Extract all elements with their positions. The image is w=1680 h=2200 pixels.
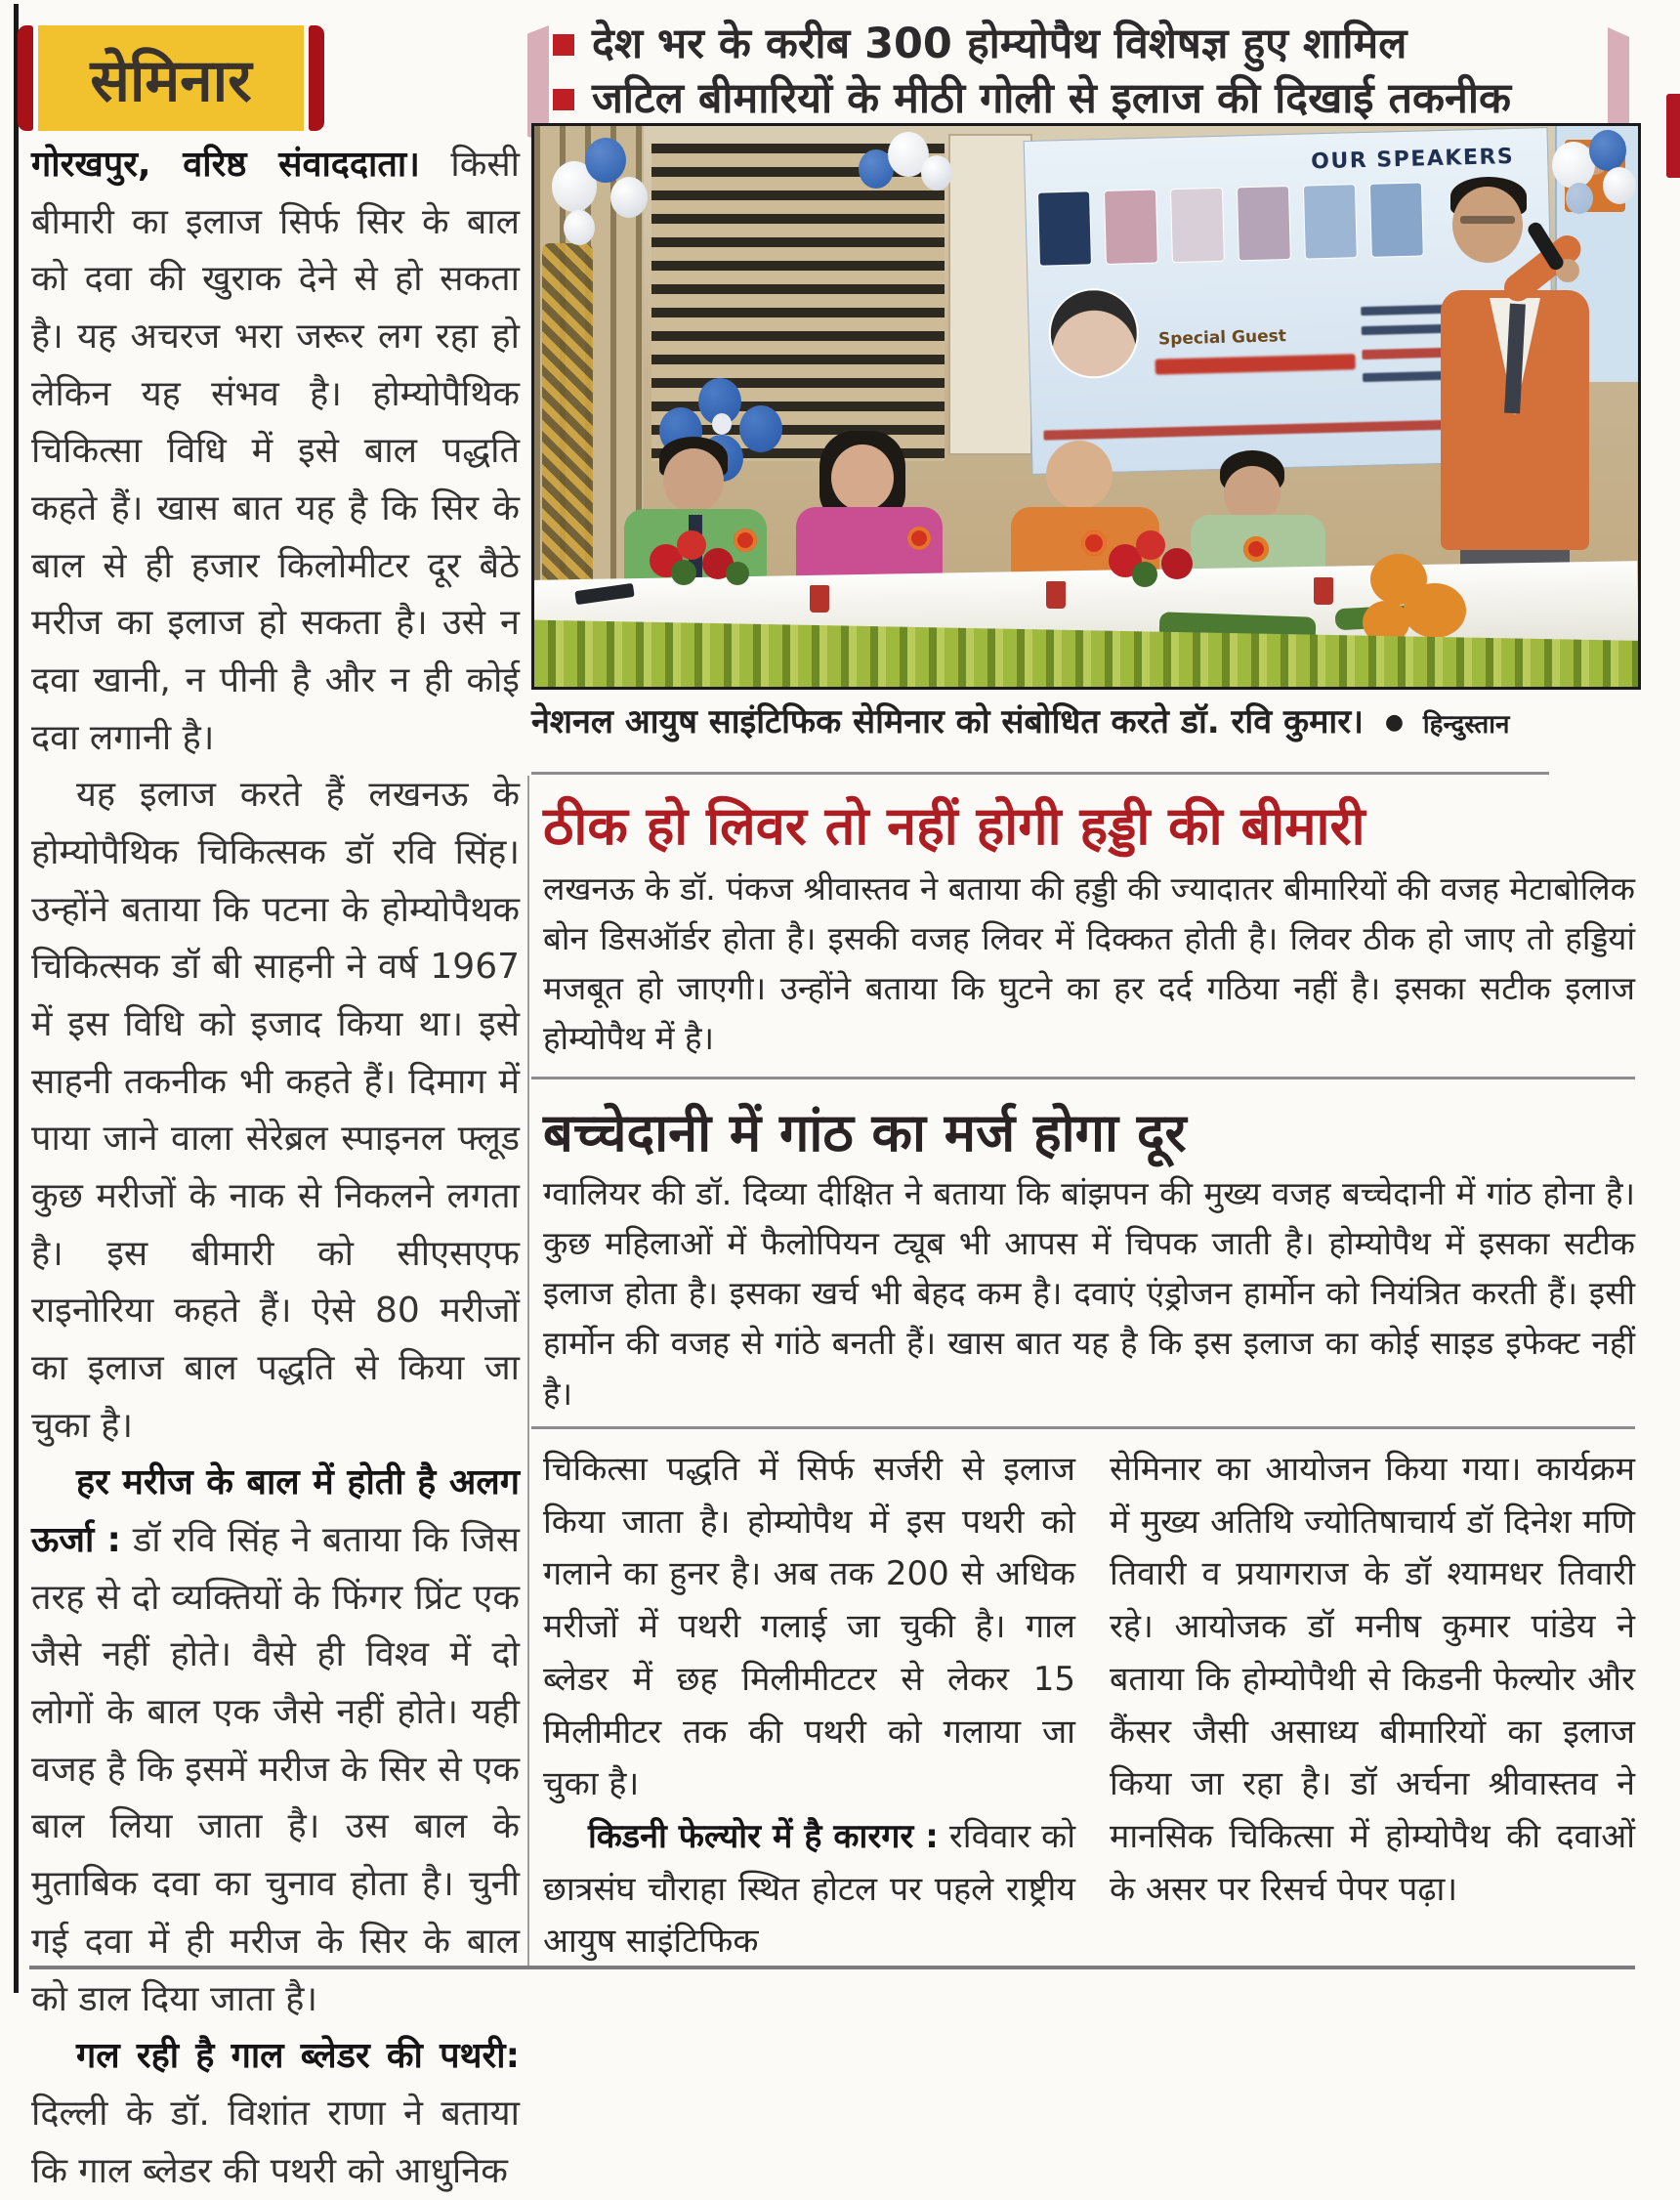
uterus-section-body: ग्वालियर की डॉ. दिव्या दीक्षित ने बताया कि बांझपन की मुख्य वजह बच्चेदानी में गांठ होना है। कुछ महिलाओं में फैलोपियन ट्यूब भी आपस में चिपक जाती है। होम्योपैथ में इसका सटीक इलाज होता है। इसका खर्च भी बेहद कम है। दवाएं एंड्रोजन हार्मोन को नियंत्रित करती हैं। इसी हार्मोन की वजह से गांठे बनती हैं। खास बात यह है कि इस इलाज का कोई साइड इफेक्ट नहीं है। bbox=[543, 1174, 1635, 1413]
article-para-3 bbox=[31, 1455, 520, 2028]
balloon bbox=[712, 413, 732, 435]
article-para-1 bbox=[31, 137, 520, 767]
speaker-thumb bbox=[1237, 186, 1291, 261]
credit-bullet-icon: ● bbox=[1384, 710, 1405, 735]
bottom-right-column: सेमिनार का आयोजन किया गया। कार्यक्रम में मुख्य अतिथि ज्योतिषाचार्य डॉ दिनेश मणि तिवारी व प्रयागराज के डॉ श्यामधर तिवारी रहे। आयोजक डॉ मनीष कुमार पांडेय ने बताया कि होम्योपैथी से किडनी फेल्योर और कैंसर जैसी असाध्य बीमारियों का इलाज किया जा रहा है। डॉ अर्चना श्रीवास्तव ने मानसिक चिकित्सा में होम्योपैथ की दवाओं के असर पर रिसर्च पेपर पढ़ा। bbox=[1110, 1450, 1635, 1909]
article-para-4 bbox=[31, 2028, 520, 2200]
caption-text: नेशनल आयुष साइंटिफिक सेमिनार को संबोधित करते डॉ. रवि कुमार। bbox=[531, 702, 1365, 741]
para-4-text: दिल्ली के डॉ. विशांत राणा ने बताया कि गाल ब्लेडर की पथरी को आधुनिक bbox=[31, 2093, 520, 2191]
speaker-thumb bbox=[1104, 190, 1158, 265]
speaker-thumb bbox=[1037, 190, 1092, 266]
headline-row-1 bbox=[553, 21, 1598, 67]
banner-title: OUR SPEAKERS bbox=[1310, 144, 1515, 175]
red-cup bbox=[810, 585, 829, 613]
kicker-box bbox=[38, 25, 304, 131]
speaker-thumb bbox=[1369, 182, 1424, 257]
column-divider-line bbox=[527, 776, 529, 1966]
bullet-headline-2: जटिल बीमारियों के मीठी गोली से इलाज की दिखाई तकनीक bbox=[592, 74, 1512, 123]
decorative-pillar bbox=[542, 243, 593, 585]
kidney-paragraph bbox=[543, 1811, 1075, 1968]
seminar-photo bbox=[531, 123, 1641, 690]
para-4-lead: गल रही है गाल ब्लेडर की पथरी: bbox=[76, 2036, 520, 2077]
speaker-thumb bbox=[1303, 184, 1358, 259]
person-2-rosette bbox=[907, 527, 931, 550]
balloon bbox=[564, 210, 595, 245]
person-3-head bbox=[1046, 441, 1113, 509]
gallbladder-continuation: चिकित्सा पद्धति में सिर्फ सर्जरी से इलाज किया जाता है। होम्योपैथ में इस पथरी को गलाने का हुनर है। अब तक 200 से अधिक मरीजों में पथरी गलाई जा चुकी है। गाल ब्लेडर में छह मिलीमीटटर से लेकर 15 मिलीमीटर तक की पथरी को गलाया जा चुका है। bbox=[543, 1450, 1075, 1804]
speaker-thumb bbox=[1170, 188, 1225, 263]
bullet-headline-1: देश भर के करीब 300 होम्योपैथ विशेषज्ञ हुए शामिल bbox=[592, 20, 1407, 68]
speaker-thumbnails bbox=[1037, 182, 1424, 266]
balloon bbox=[585, 138, 626, 183]
balloon bbox=[1603, 167, 1636, 204]
special-guest-label: Special Guest bbox=[1157, 326, 1287, 350]
flower-bouquet bbox=[1136, 530, 1165, 560]
balloon bbox=[1566, 183, 1593, 214]
banner-venue-line bbox=[1043, 418, 1502, 440]
page-left-border bbox=[14, 4, 19, 1993]
person-2-head bbox=[831, 444, 894, 511]
red-square-bullet-icon bbox=[553, 34, 574, 56]
balloon bbox=[921, 155, 952, 190]
flower-leaves bbox=[726, 562, 749, 585]
person-1-rosette bbox=[734, 529, 757, 552]
speaker-head bbox=[1452, 187, 1523, 263]
person-3-rosette bbox=[1081, 530, 1107, 556]
person-1-head bbox=[663, 448, 724, 513]
balloon bbox=[1589, 130, 1626, 171]
liver-section-headline: ठीक हो लिवर तो नहीं होगी हड्डी की बीमारी bbox=[543, 795, 1365, 857]
page-right-red-accent bbox=[1666, 94, 1680, 178]
section-divider bbox=[531, 1426, 1635, 1429]
kidney-text: रविवार को छात्रसंघ चौराहा स्थित होटल पर पहले राष्ट्रीय आयुष साइंटिफिक bbox=[543, 1817, 1076, 1962]
special-guest-photo bbox=[1048, 287, 1140, 379]
liver-section-body: लखनऊ के डॉ. पंकज श्रीवास्तव ने बताया की हड्डी की ज्यादातर बीमारियों की वजह मेटाबोलिक बोन डिसऑर्डर होता है। इसकी वजह लिवर में दिक्कत होती है। लिवर ठीक हो जाए तो हड्डियां मजबूत हो जाएगी। उन्होंने बताया कि घुटने का हर दर्द गठिया नहीं है। इसका सटीक इलाज होम्योपैथ में है। bbox=[543, 869, 1635, 1058]
kicker-label: सेमिनार bbox=[90, 47, 252, 115]
byline: गोरखपुर, वरिष्ठ संवाददाता। bbox=[31, 145, 420, 185]
kicker-left-bar bbox=[18, 25, 33, 131]
section-divider bbox=[531, 772, 1549, 775]
flower-bouquet bbox=[1161, 548, 1193, 579]
flower-leaves bbox=[1132, 562, 1157, 587]
flower-bouquet bbox=[677, 530, 706, 560]
section-divider bbox=[531, 1077, 1635, 1079]
main-article-column bbox=[31, 137, 520, 2200]
uterus-section-headline: बच्चेदानी में गांठ का मर्ज होगा दूर bbox=[543, 1102, 1187, 1163]
balloon bbox=[610, 177, 648, 218]
speaker-glasses bbox=[1460, 216, 1515, 224]
bottom-middle-column bbox=[543, 1444, 1075, 1968]
red-square-bullet-icon bbox=[553, 89, 574, 110]
kicker-badge bbox=[18, 25, 324, 131]
kicker-right-bar bbox=[309, 25, 324, 131]
balloon bbox=[739, 405, 782, 452]
door-frame bbox=[948, 134, 1032, 455]
para-3-text: डॉ रवि सिंह ने बताया कि जिस तरह से दो व्यक्तियों के फिंगर प्रिंट एक जैसे नहीं होते। वैसे ही विश्व में दो लोगों के बाल एक जैसे नहीं होते। यही वजह है कि इसमें मरीज के सिर से एक बाल लिया जाता है। उस बाल के मुताबिक दवा का चुनाव होता है। चुनी गई दवा में ही मरीज के सिर के बाल को डाल दिया जाता है। bbox=[31, 1520, 520, 2019]
para-3-lead: हर मरीज के बाल में होती है अलग ऊर्जा : bbox=[31, 1462, 520, 1561]
photo-credit: हिन्दुस्तान bbox=[1422, 710, 1510, 740]
headline-row-2 bbox=[553, 76, 1598, 122]
person-4-garland bbox=[1243, 536, 1269, 562]
kidney-lead: किडनी फेल्योर में है कारगर : bbox=[588, 1817, 939, 1857]
article-para-2: यह इलाज करते हैं लखनऊ के होम्योपैथिक चिकित्सक डॉ रवि सिंह। उन्होंने बताया कि पटना के होम्योपैथक चिकित्सक डॉ बी साहनी ने वर्ष 1967 में इस विधि को इजाद किया था। इसे साहनी तकनीक भी कहते हैं। दिमाग में पाया जाने वाला सेरेब्रल स्पाइनल फ्लूड कुछ मरीजों के नाक से निकलने लगता है। इस बीमारी को सीएसएफ राइनोरिया कहते हैं। ऐसे 80 मरीजों का इलाज बाल पद्धति से किया जा चुका है। bbox=[31, 775, 520, 1446]
para-1-text: किसी बीमारी का इलाज सिर्फ सिर के बाल को दवा की खुराक देने से हो सकता है। यह अचरज भरा जरूर लग रहा हो लेकिन यह संभव है। होम्योपैथिक चिकित्सा विधि में इसे बाल पद्धति कहते हैं। खास बात यह है कि सिर के बाल से ही हजार किलोमीटर दूर बैठे मरीज का इलाज हो सकता है। उसे न दवा खानी, न पीनी है और न ही कोई दवा लगानी है। bbox=[31, 145, 521, 758]
special-guest-name-blur bbox=[1155, 354, 1356, 374]
marigold-garland bbox=[1404, 583, 1466, 638]
flower-leaves bbox=[671, 560, 696, 585]
red-cup bbox=[1314, 577, 1333, 605]
photo-caption bbox=[531, 698, 1635, 742]
red-cup bbox=[1046, 581, 1066, 609]
